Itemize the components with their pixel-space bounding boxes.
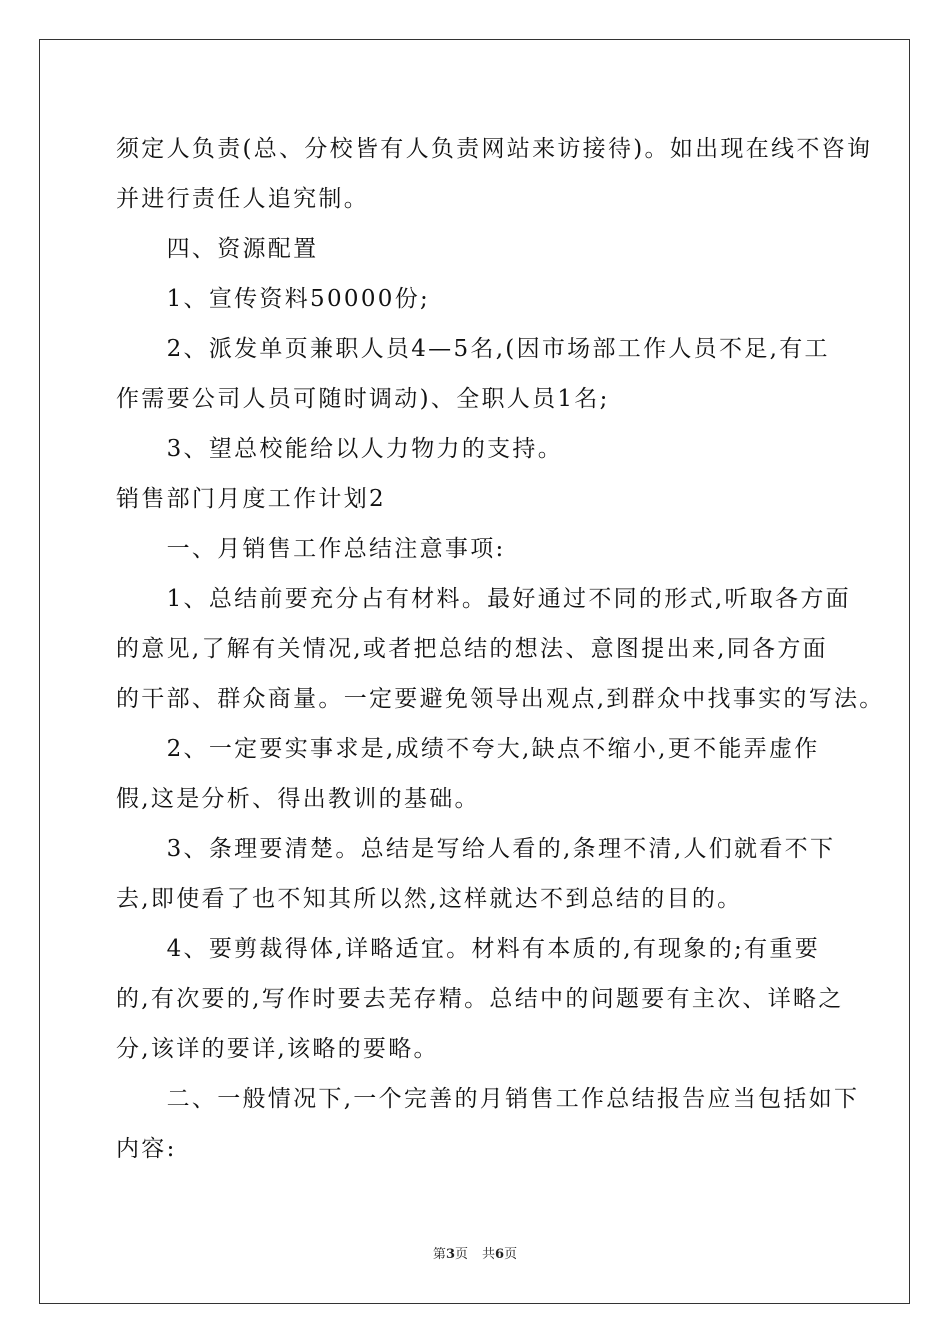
paragraph-line: 作需要公司人员可随时调动)、全职人员1名; bbox=[116, 386, 610, 412]
section-heading: 四、资源配置 bbox=[116, 236, 319, 262]
list-item: 2、一定要实事求是,成绩不夸大,缺点不缩小,更不能弄虚作 bbox=[116, 736, 820, 762]
list-item: 3、条理要清楚。总结是写给人看的,条理不清,人们就看不下 bbox=[116, 836, 836, 862]
page-border bbox=[39, 39, 910, 1304]
total-suffix: 页 bbox=[504, 1247, 518, 1262]
paragraph-line: 的意见,了解有关情况,或者把总结的想法、意图提出来,同各方面 bbox=[116, 636, 828, 662]
page-prefix: 第 bbox=[432, 1247, 446, 1262]
page-footer bbox=[0, 1246, 950, 1264]
list-item: 3、望总校能给以人力物力的支持。 bbox=[116, 436, 564, 462]
list-item: 1、宣传资料50000份; bbox=[116, 286, 431, 312]
list-item: 2、派发单页兼职人员4—5名,(因市场部工作人员不足,有工 bbox=[116, 336, 830, 362]
current-page-number: 3 bbox=[445, 1247, 455, 1262]
paragraph-line: 的干部、群众商量。一定要避免领导出观点,到群众中找事实的写法。 bbox=[116, 686, 885, 712]
paragraph-line: 并进行责任人追究制。 bbox=[116, 186, 369, 212]
list-item: 4、要剪裁得体,详略适宜。材料有本质的,有现象的;有重要 bbox=[116, 936, 821, 962]
list-item: 1、总结前要充分占有材料。最好通过不同的形式,听取各方面 bbox=[116, 586, 851, 612]
paragraph-line: 分,该详的要详,该略的要略。 bbox=[116, 1036, 439, 1062]
total-page-number: 6 bbox=[495, 1247, 505, 1262]
page-suffix: 页 bbox=[454, 1247, 468, 1262]
document-title: 销售部门月度工作计划2 bbox=[116, 486, 386, 512]
paragraph-line: 须定人负责(总、分校皆有人负责网站来访接待)。如出现在线不咨询 bbox=[116, 136, 873, 162]
paragraph-line: 的,有次要的,写作时要去芜存精。总结中的问题要有主次、详略之 bbox=[116, 986, 844, 1012]
total-prefix: 共 bbox=[482, 1247, 496, 1262]
section-heading: 二、一般情况下,一个完善的月销售工作总结报告应当包括如下 bbox=[116, 1086, 860, 1112]
paragraph-line: 假,这是分析、得出教训的基础。 bbox=[116, 786, 480, 812]
paragraph-line: 去,即使看了也不知其所以然,这样就达不到总结的目的。 bbox=[116, 886, 743, 912]
paragraph-line: 内容: bbox=[116, 1136, 177, 1162]
section-heading: 一、月销售工作总结注意事项: bbox=[116, 536, 506, 562]
